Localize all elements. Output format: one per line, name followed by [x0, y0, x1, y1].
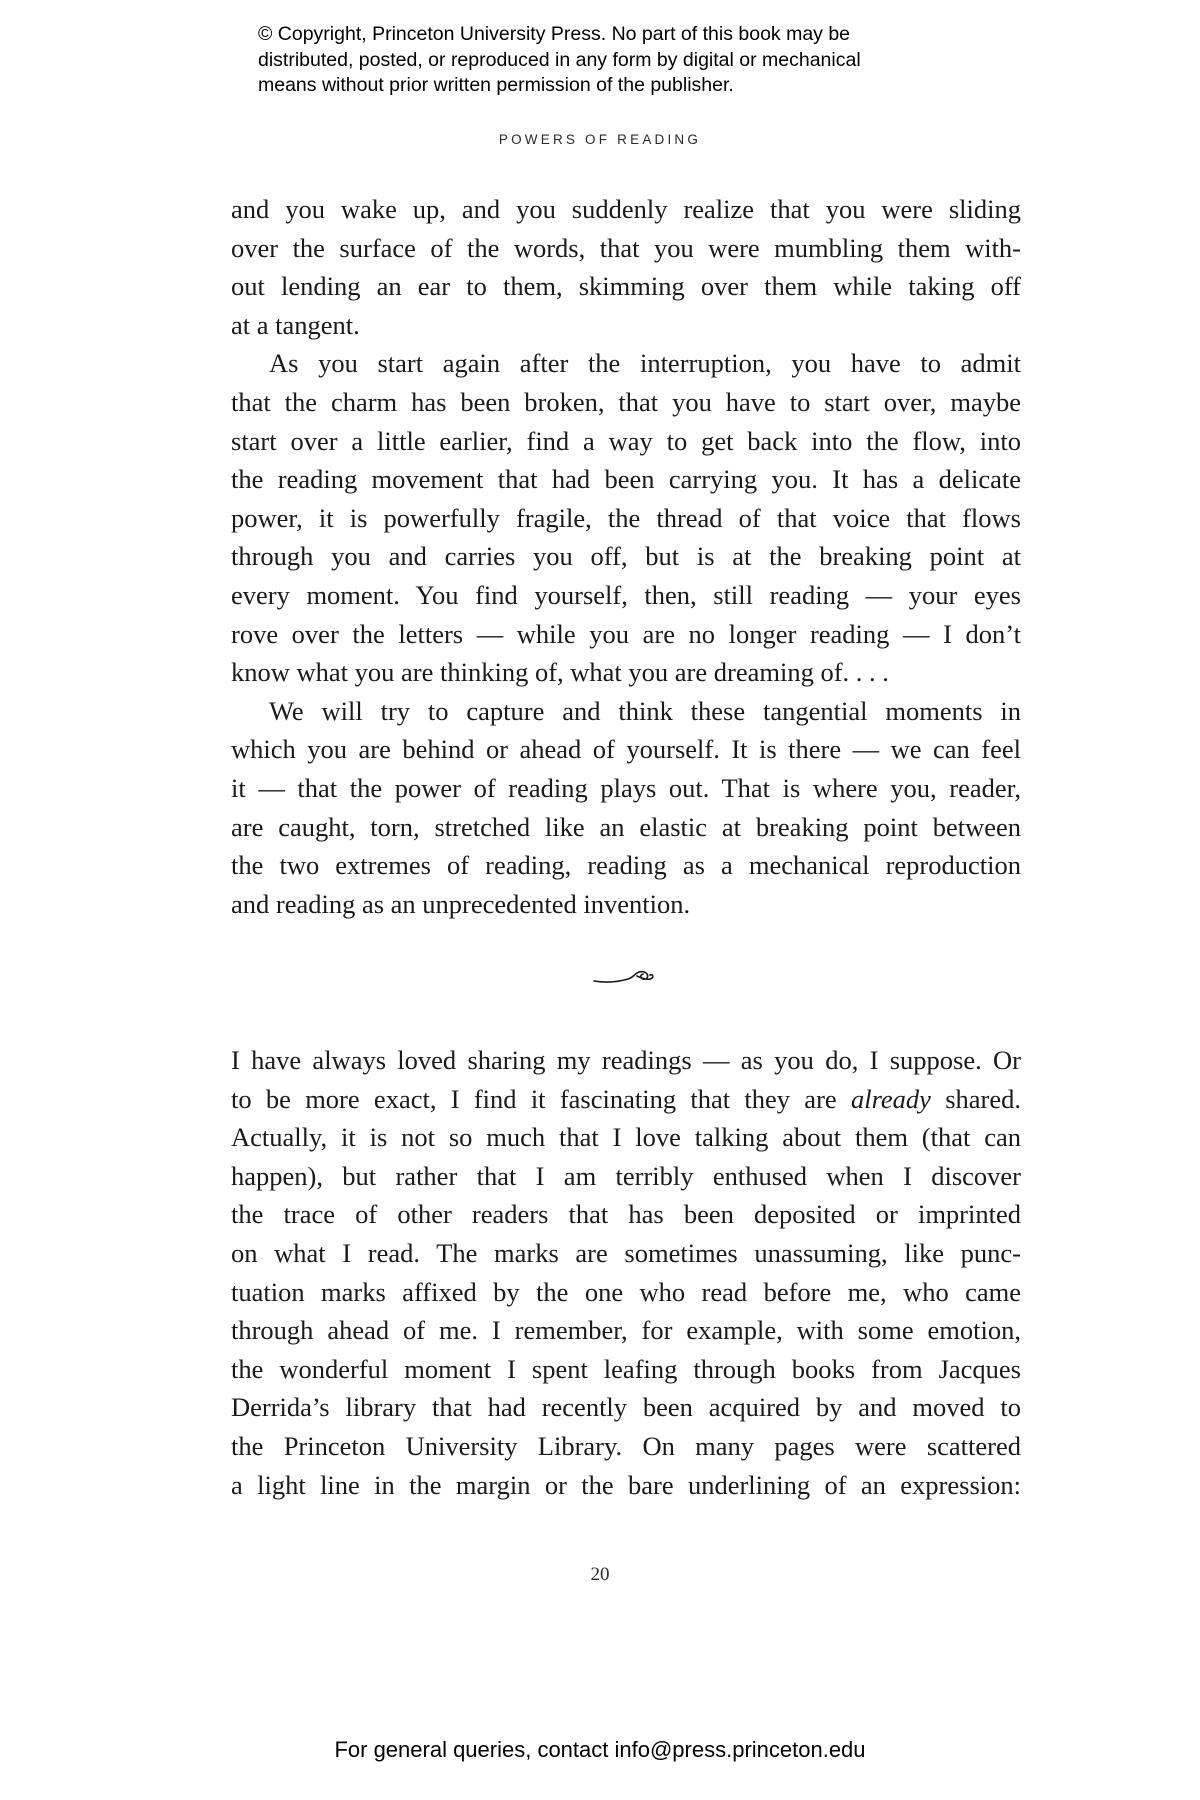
text-line: and you wake up, and you suddenly realize that you were sliding	[231, 194, 1021, 224]
text-line: rove over the letters — while you are no longer reading — I don’t	[231, 618, 1021, 649]
text-line: are caught, torn, stretched like an elastic at breaking point between	[231, 811, 1021, 842]
text-line: Actually, it is not so much that I love talking about them (that can	[231, 1122, 1021, 1153]
text-line-with-emphasis	[231, 1080, 1021, 1119]
text-line: which you are behind or ahead of yourself. It is there — we can feel	[231, 734, 1021, 765]
running-head: POWERS OF READING	[498, 132, 702, 147]
text-line: the trace of other readers that has been deposited or imprinted	[231, 1199, 1021, 1230]
text-fragment: to be more exact, I find it fascinating that they are	[231, 1083, 851, 1114]
text-line: the Princeton University Library. On many pages were scattered	[231, 1430, 1021, 1461]
text-line: start over a little earlier, find a way to get back into the flow, into	[231, 425, 1021, 456]
text-line: on what I read. The marks are sometimes unassuming, like punc-	[231, 1237, 1021, 1268]
text-line: We will try to capture and think these tangential moments in	[269, 695, 1021, 726]
text-line: that the charm has been broken, that you have to start over, maybe	[231, 386, 1021, 417]
copyright-line: means without prior written permission of the publisher.	[258, 74, 734, 96]
text-line: know what you are thinking of, what you are dreaming of. . . .	[231, 657, 889, 688]
emphasis-text: already	[850, 1083, 931, 1114]
copyright-line: distributed, posted, or reproduced in any form by digital or mechanical	[258, 48, 861, 71]
page-number: 20	[590, 1564, 610, 1585]
text-line: the two extremes of reading, reading as a mechanical reproduction	[231, 850, 1021, 881]
text-line: it — that the power of reading plays out. That is where you, reader,	[231, 772, 1021, 803]
text-line: power, it is powerfully fragile, the thread of that voice that flows	[231, 502, 1021, 533]
text-line: the reading movement that had been carrying you. It has a delicate	[231, 464, 1021, 495]
copyright-notice	[258, 22, 978, 99]
text-line: As you start again after the interruption, you have to admit	[269, 348, 1021, 379]
text-line: I have always loved sharing my readings — as you do, I suppose. Or	[231, 1045, 1021, 1075]
body-text-section-1	[231, 190, 1021, 923]
text-line: at a tangent.	[231, 309, 360, 340]
text-line: through you and carries you off, but is at the breaking point at	[231, 541, 1021, 572]
body-text-section-2	[231, 1041, 1021, 1504]
text-fragment: shared.	[930, 1083, 1021, 1114]
text-line: Derrida’s library that had recently been acquired by and moved to	[231, 1392, 1021, 1423]
text-line: every moment. You find yourself, then, still reading — your eyes	[231, 579, 1021, 610]
text-line: the wonderful moment I spent leafing through books from Jacques	[231, 1353, 1021, 1384]
text-line: through ahead of me. I remember, for example, with some emotion,	[231, 1315, 1021, 1346]
section-break-ornament-icon	[592, 964, 656, 990]
text-line: happen), but rather that I am terribly enthused when I discover	[231, 1160, 1021, 1191]
text-line: a light line in the margin or the bare underlining of an expression:	[231, 1469, 1021, 1500]
text-line: out lending an ear to them, skimming over them while taking off	[231, 271, 1021, 302]
text-line: and reading as an unprecedented invention.	[231, 888, 691, 919]
footer-contact: For general queries, contact info@press.princeton.edu	[334, 1737, 866, 1762]
text-line: over the surface of the words, that you were mumbling them with-	[231, 232, 1021, 263]
copyright-line: © Copyright, Princeton University Press. No part of this book may be	[258, 23, 851, 45]
text-line: tuation marks affixed by the one who read before me, who came	[231, 1276, 1021, 1307]
